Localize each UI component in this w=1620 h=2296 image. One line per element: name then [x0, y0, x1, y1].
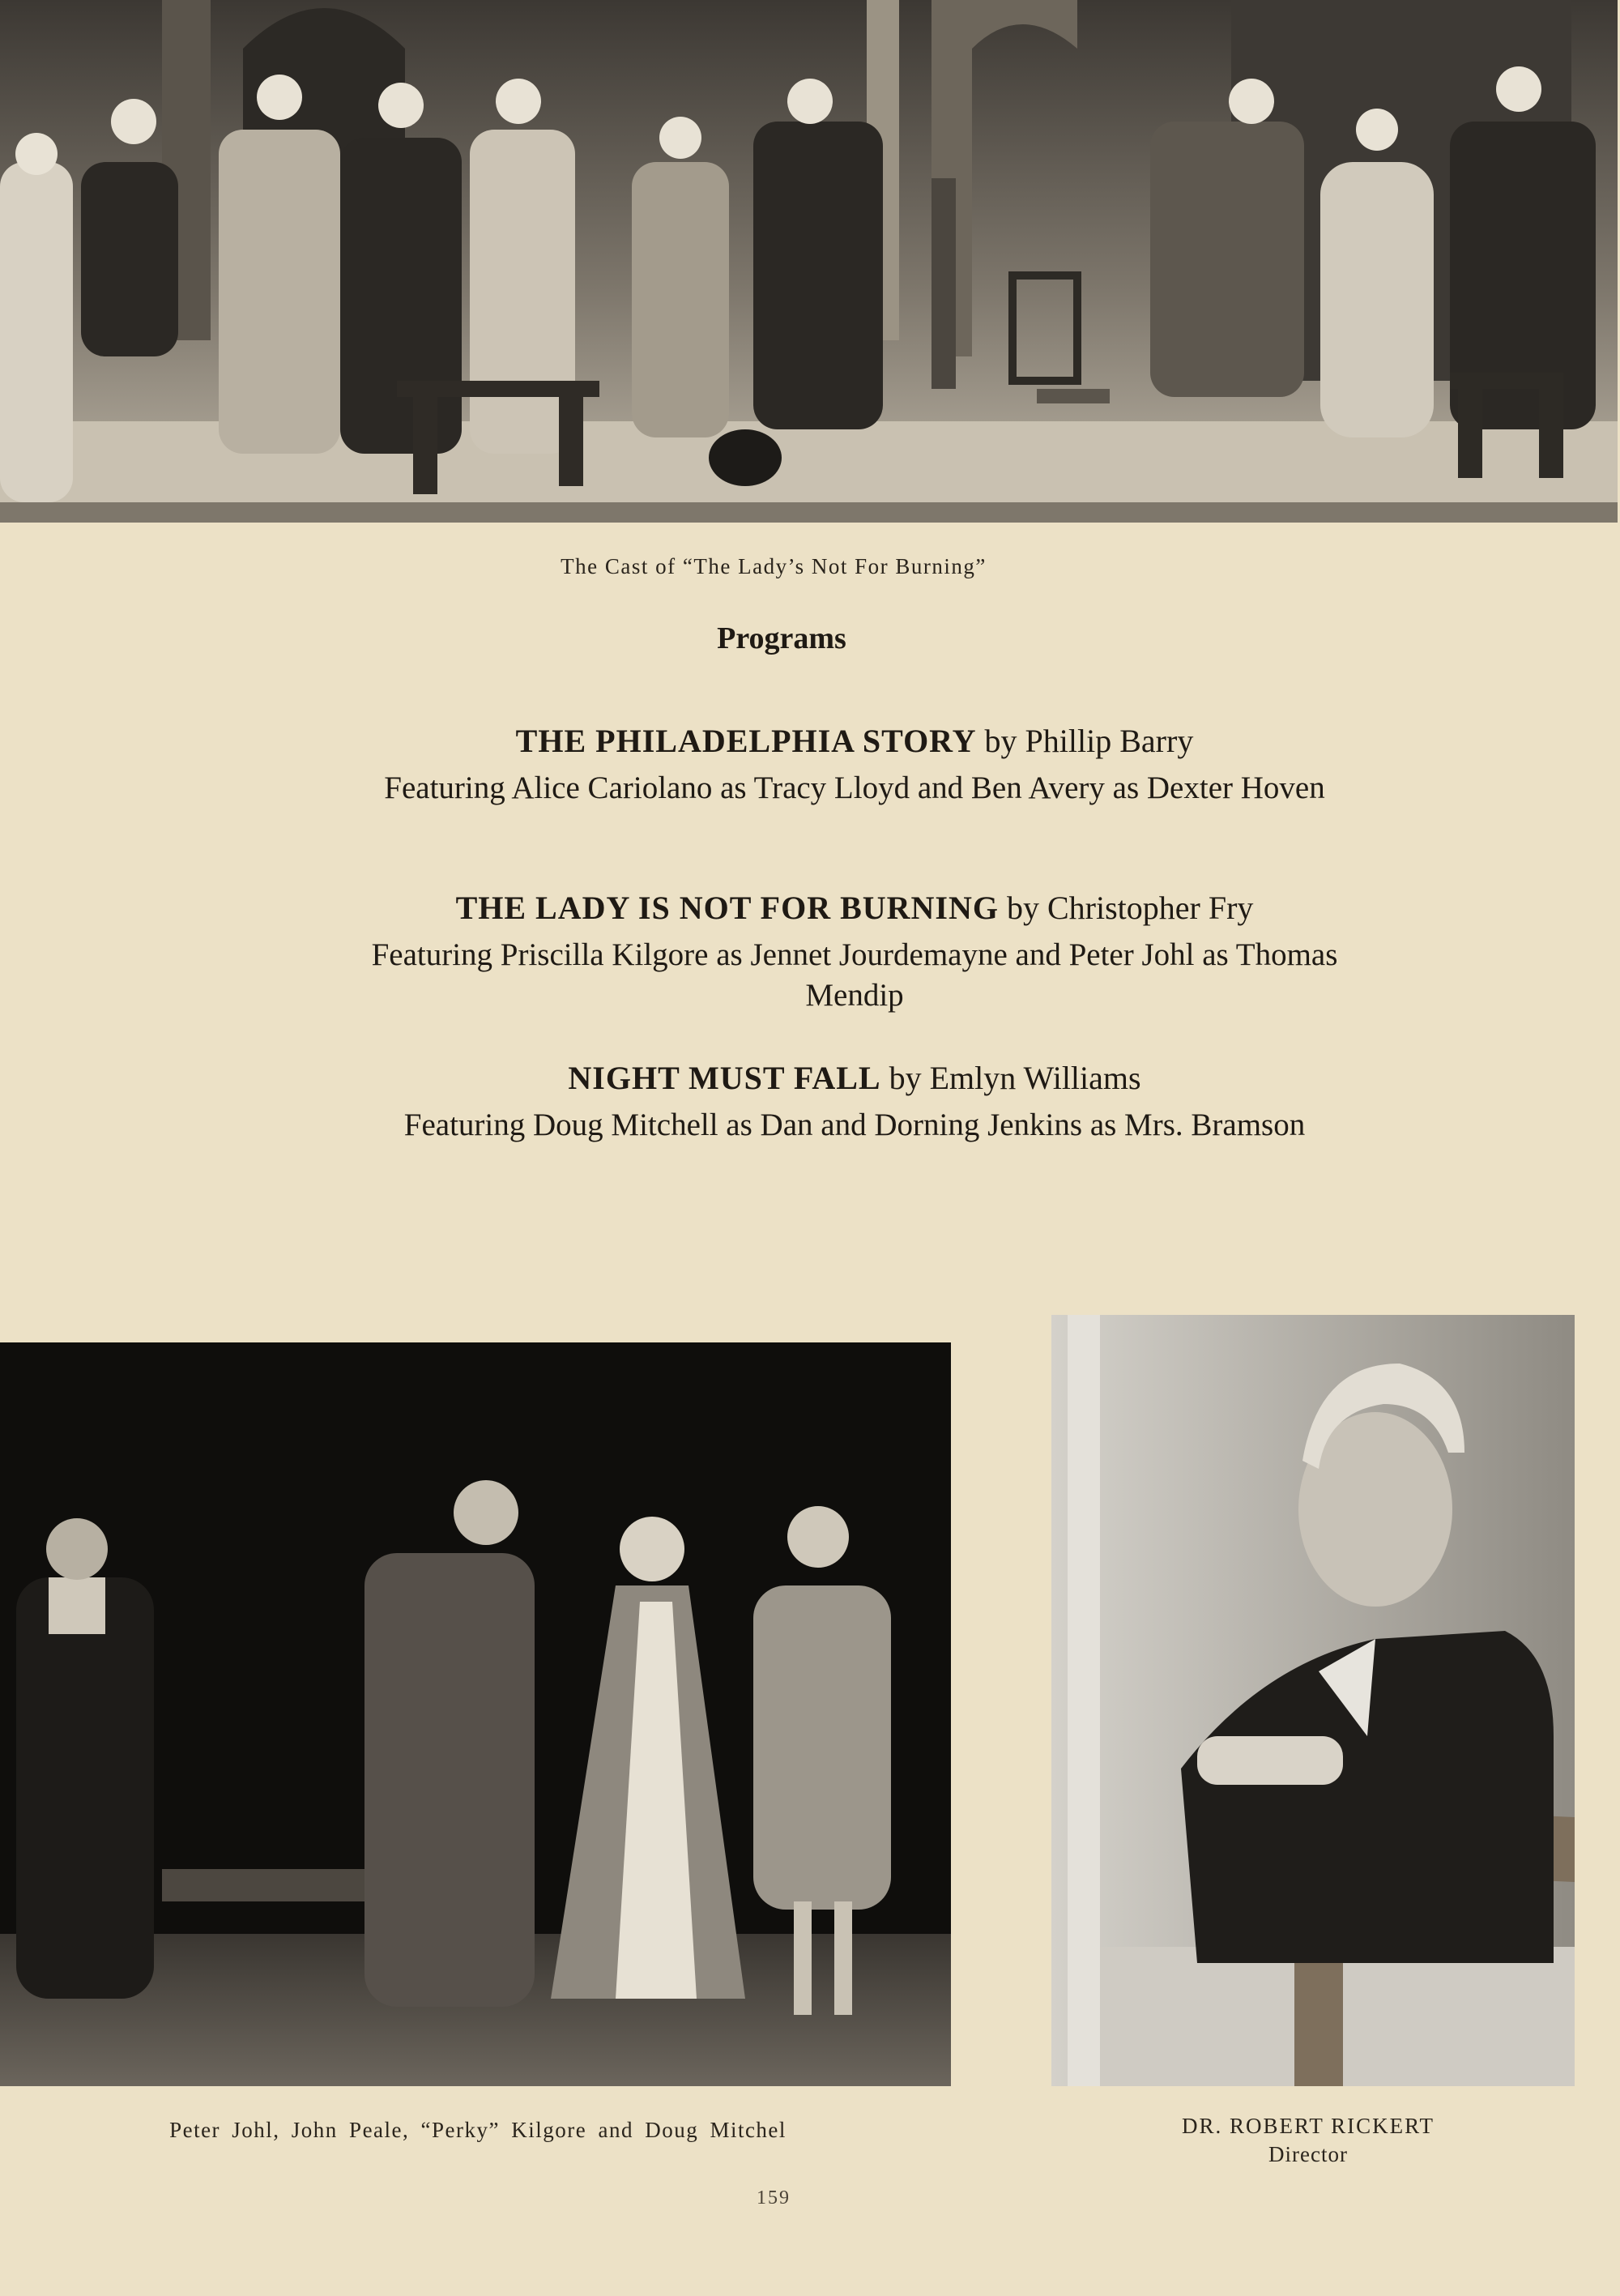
programs-heading: Programs [717, 621, 846, 655]
program-featuring: Featuring Alice Cariolano as Tracy Lloyd and Ben Avery as Dexter Hoven [384, 770, 1325, 805]
performers-photo-caption: Peter Johl, John Peale, “Perky” Kilgore and Doug Mitchel [169, 2118, 787, 2142]
performers-photo [0, 1342, 951, 2086]
director-role-caption: Director [1268, 2142, 1348, 2166]
program-title: THE PHILADELPHIA STORY [515, 723, 977, 759]
program-title-line [344, 1058, 1365, 1099]
program-title-line [344, 888, 1365, 928]
program-featuring: Featuring Doug Mitchell as Dan and Dorning Jenkins as Mrs. Bramson [403, 1107, 1306, 1142]
program-item [344, 721, 1365, 809]
program-title: THE LADY IS NOT FOR BURNING [455, 890, 999, 926]
cast-stage-photo-art [0, 0, 1618, 523]
program-author: by Emlyn Williams [889, 1060, 1141, 1096]
program-title-line [344, 721, 1365, 762]
program-item [344, 1058, 1365, 1146]
cast-stage-photo [0, 0, 1618, 523]
program-featuring: Featuring Priscilla Kilgore as Jennet Jourdemayne and Peter Johl as Thomas Mendip [371, 937, 1338, 1013]
program-author: by Phillip Barry [984, 723, 1194, 759]
cast-photo-caption: The Cast of “The Lady’s Not For Burning” [561, 554, 987, 578]
program-item [344, 888, 1365, 1016]
program-author: by Christopher Fry [1007, 890, 1254, 926]
director-name-caption: DR. ROBERT RICKERT [1181, 2114, 1435, 2138]
director-portrait-photo [1051, 1315, 1575, 2086]
program-title: NIGHT MUST FALL [568, 1060, 881, 1096]
page-number: 159 [757, 2187, 791, 2209]
director-portrait-art [1051, 1315, 1575, 2086]
performers-photo-art [0, 1342, 951, 2086]
